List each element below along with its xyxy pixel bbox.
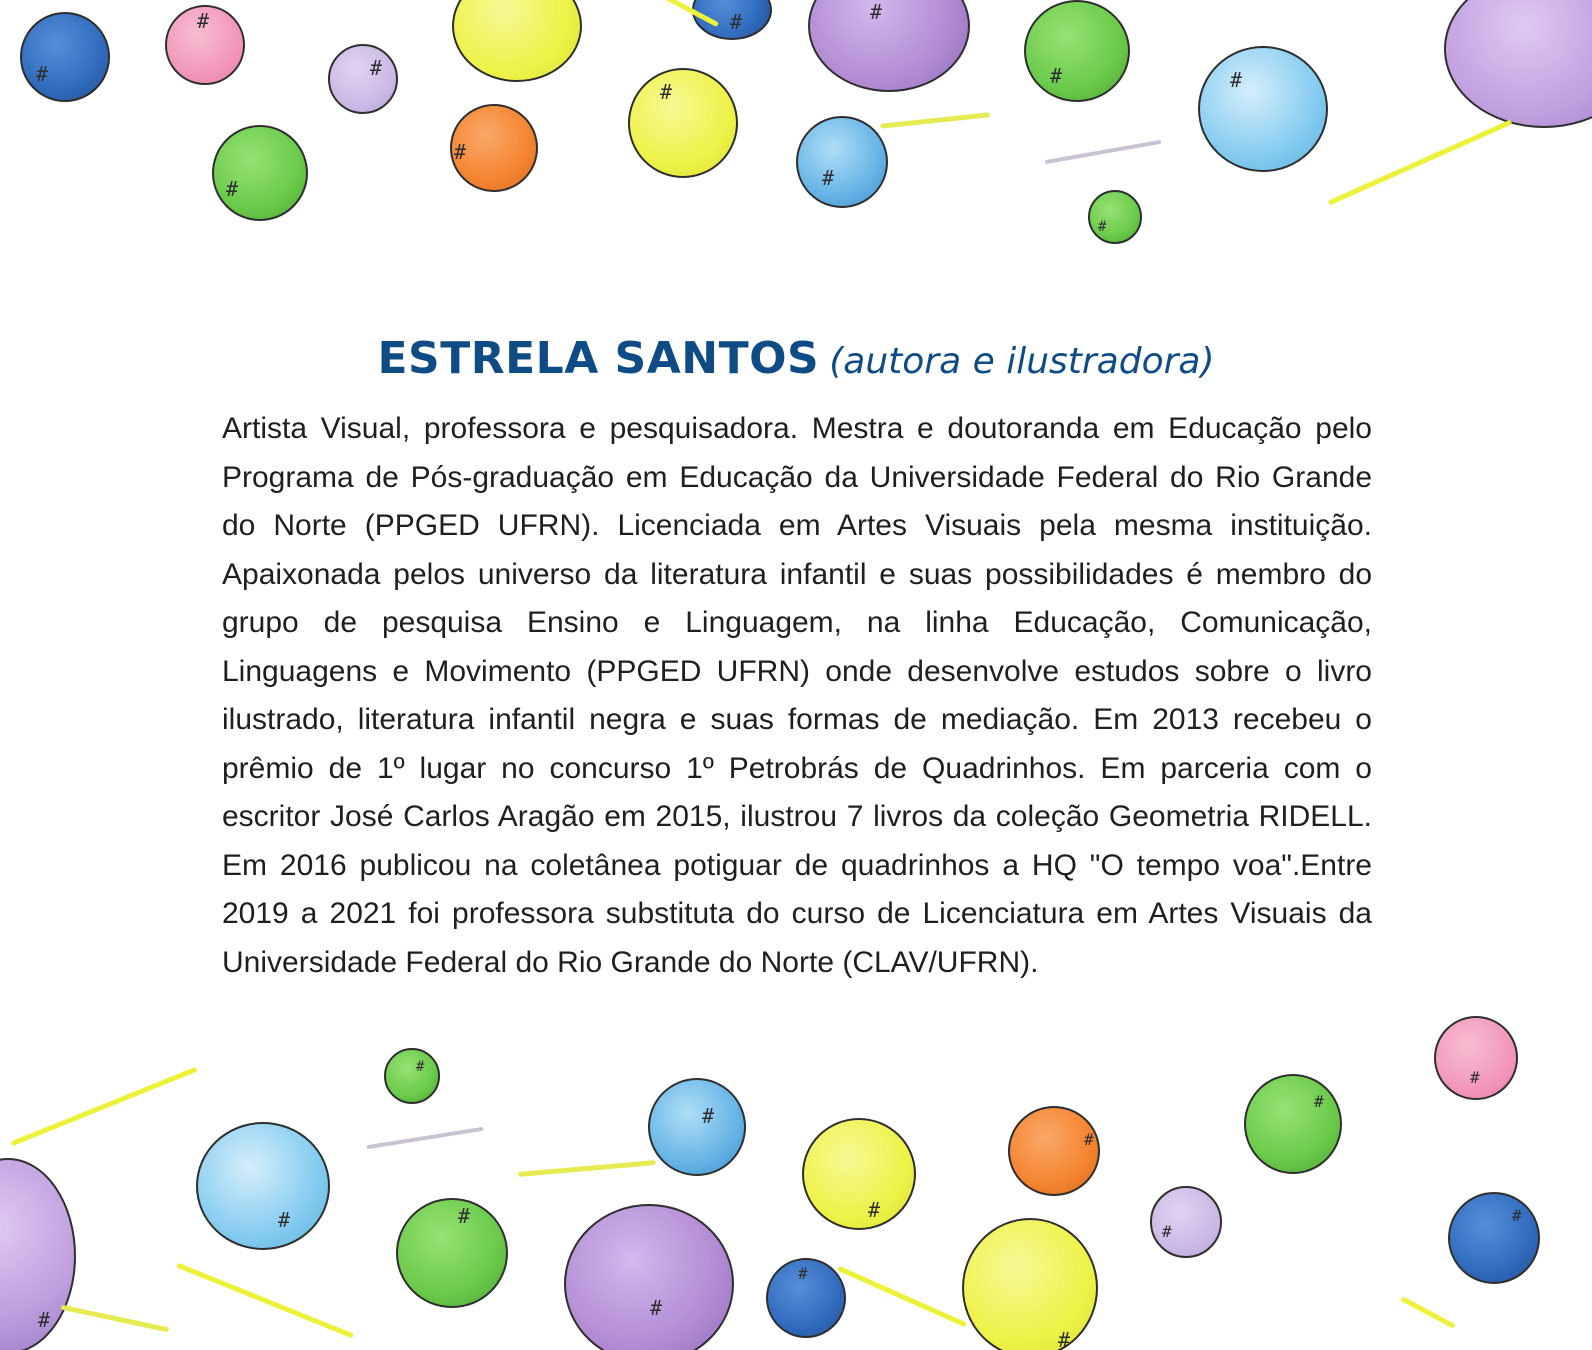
- watercolor-ball-icon: #: [396, 1198, 508, 1308]
- author-role: (autora e ilustradora): [829, 341, 1215, 382]
- watercolor-ball-icon: #: [384, 1048, 440, 1104]
- brush-stroke-icon: [1328, 120, 1513, 206]
- watercolor-ball-icon: #: [212, 125, 308, 221]
- watercolor-ball-icon: #: [20, 12, 110, 102]
- page-title: [0, 333, 1592, 384]
- brush-stroke-icon: [655, 0, 719, 27]
- watercolor-ball-icon: #: [962, 1218, 1098, 1350]
- watercolor-ball-icon: #: [450, 104, 538, 192]
- watercolor-ball-icon: #: [1024, 0, 1130, 102]
- watercolor-ball-icon: #: [766, 1258, 846, 1338]
- watercolor-ball-icon: #: [328, 44, 398, 114]
- watercolor-ball-icon: #: [165, 5, 245, 85]
- watercolor-ball-icon: #: [1434, 1016, 1518, 1100]
- watercolor-ball-icon: #: [692, 0, 772, 40]
- watercolor-ball-icon: #: [628, 68, 738, 178]
- watercolor-ball-icon: #: [1088, 190, 1142, 244]
- author-name: ESTRELA SANTOS: [377, 333, 820, 384]
- watercolor-ball-icon: [1444, 0, 1592, 128]
- watercolor-ball-icon: #: [648, 1078, 746, 1176]
- brush-stroke-icon: [10, 1067, 197, 1147]
- watercolor-ball-icon: #: [1198, 46, 1328, 172]
- watercolor-ball-icon: #: [0, 1158, 76, 1350]
- brush-stroke-icon: [1400, 1296, 1455, 1329]
- brush-stroke-icon: [518, 1160, 656, 1177]
- watercolor-ball-icon: #: [1448, 1192, 1540, 1284]
- brush-stroke-icon: [61, 1305, 170, 1333]
- brush-stroke-icon: [176, 1263, 354, 1339]
- bottom-decoration: [0, 1010, 1592, 1350]
- watercolor-ball-icon: #: [1244, 1074, 1342, 1174]
- watercolor-ball-icon: #: [808, 0, 970, 92]
- watercolor-ball-icon: #: [1150, 1186, 1222, 1258]
- brush-stroke-icon: [1045, 140, 1162, 164]
- brush-stroke-icon: [366, 1127, 483, 1149]
- watercolor-ball-icon: #: [196, 1122, 330, 1250]
- watercolor-ball-icon: #: [796, 116, 888, 208]
- watercolor-ball-icon: #: [1008, 1106, 1100, 1196]
- watercolor-ball-icon: [452, 0, 582, 82]
- author-bio: Artista Visual, professora e pesquisadora. Mestra e doutoranda em Educação pelo Programa de Pós-graduação em Educação da Universidade Federal do Rio Grande do Norte (PPGED UFRN). Licenciada em Artes Visuais pela mesma instituição. Apaixonada pelos universo da literatura infantil e suas possibilidades é membro do grupo de pesquisa Ensino e Linguagem, na linha Educação, Comunicação, Linguagens e Movimento (PPGED UFRN) onde desenvolve estudos sobre o livro ilustrado, literatura infantil negra e suas formas de mediação. Em 2013 recebeu o prêmio de 1º lugar no concurso 1º Petrobrás de Quadrinhos. Em parceria com o escritor José Carlos Aragão em 2015, ilustrou 7 livros da coleção Geometria RIDELL. Em 2016 publicou na coletânea potiguar de quadrinhos a HQ "O tempo voa".Entre 2019 a 2021 foi professora substituta do curso de Licenciatura em Artes Visuais da Universidade Federal do Rio Grande do Norte (CLAV/UFRN).: [222, 412, 1372, 979]
- top-decoration: [0, 0, 1592, 280]
- watercolor-ball-icon: #: [802, 1118, 916, 1230]
- brush-stroke-icon: [880, 112, 990, 128]
- brush-stroke-icon: [837, 1266, 967, 1328]
- watercolor-ball-icon: #: [564, 1204, 734, 1350]
